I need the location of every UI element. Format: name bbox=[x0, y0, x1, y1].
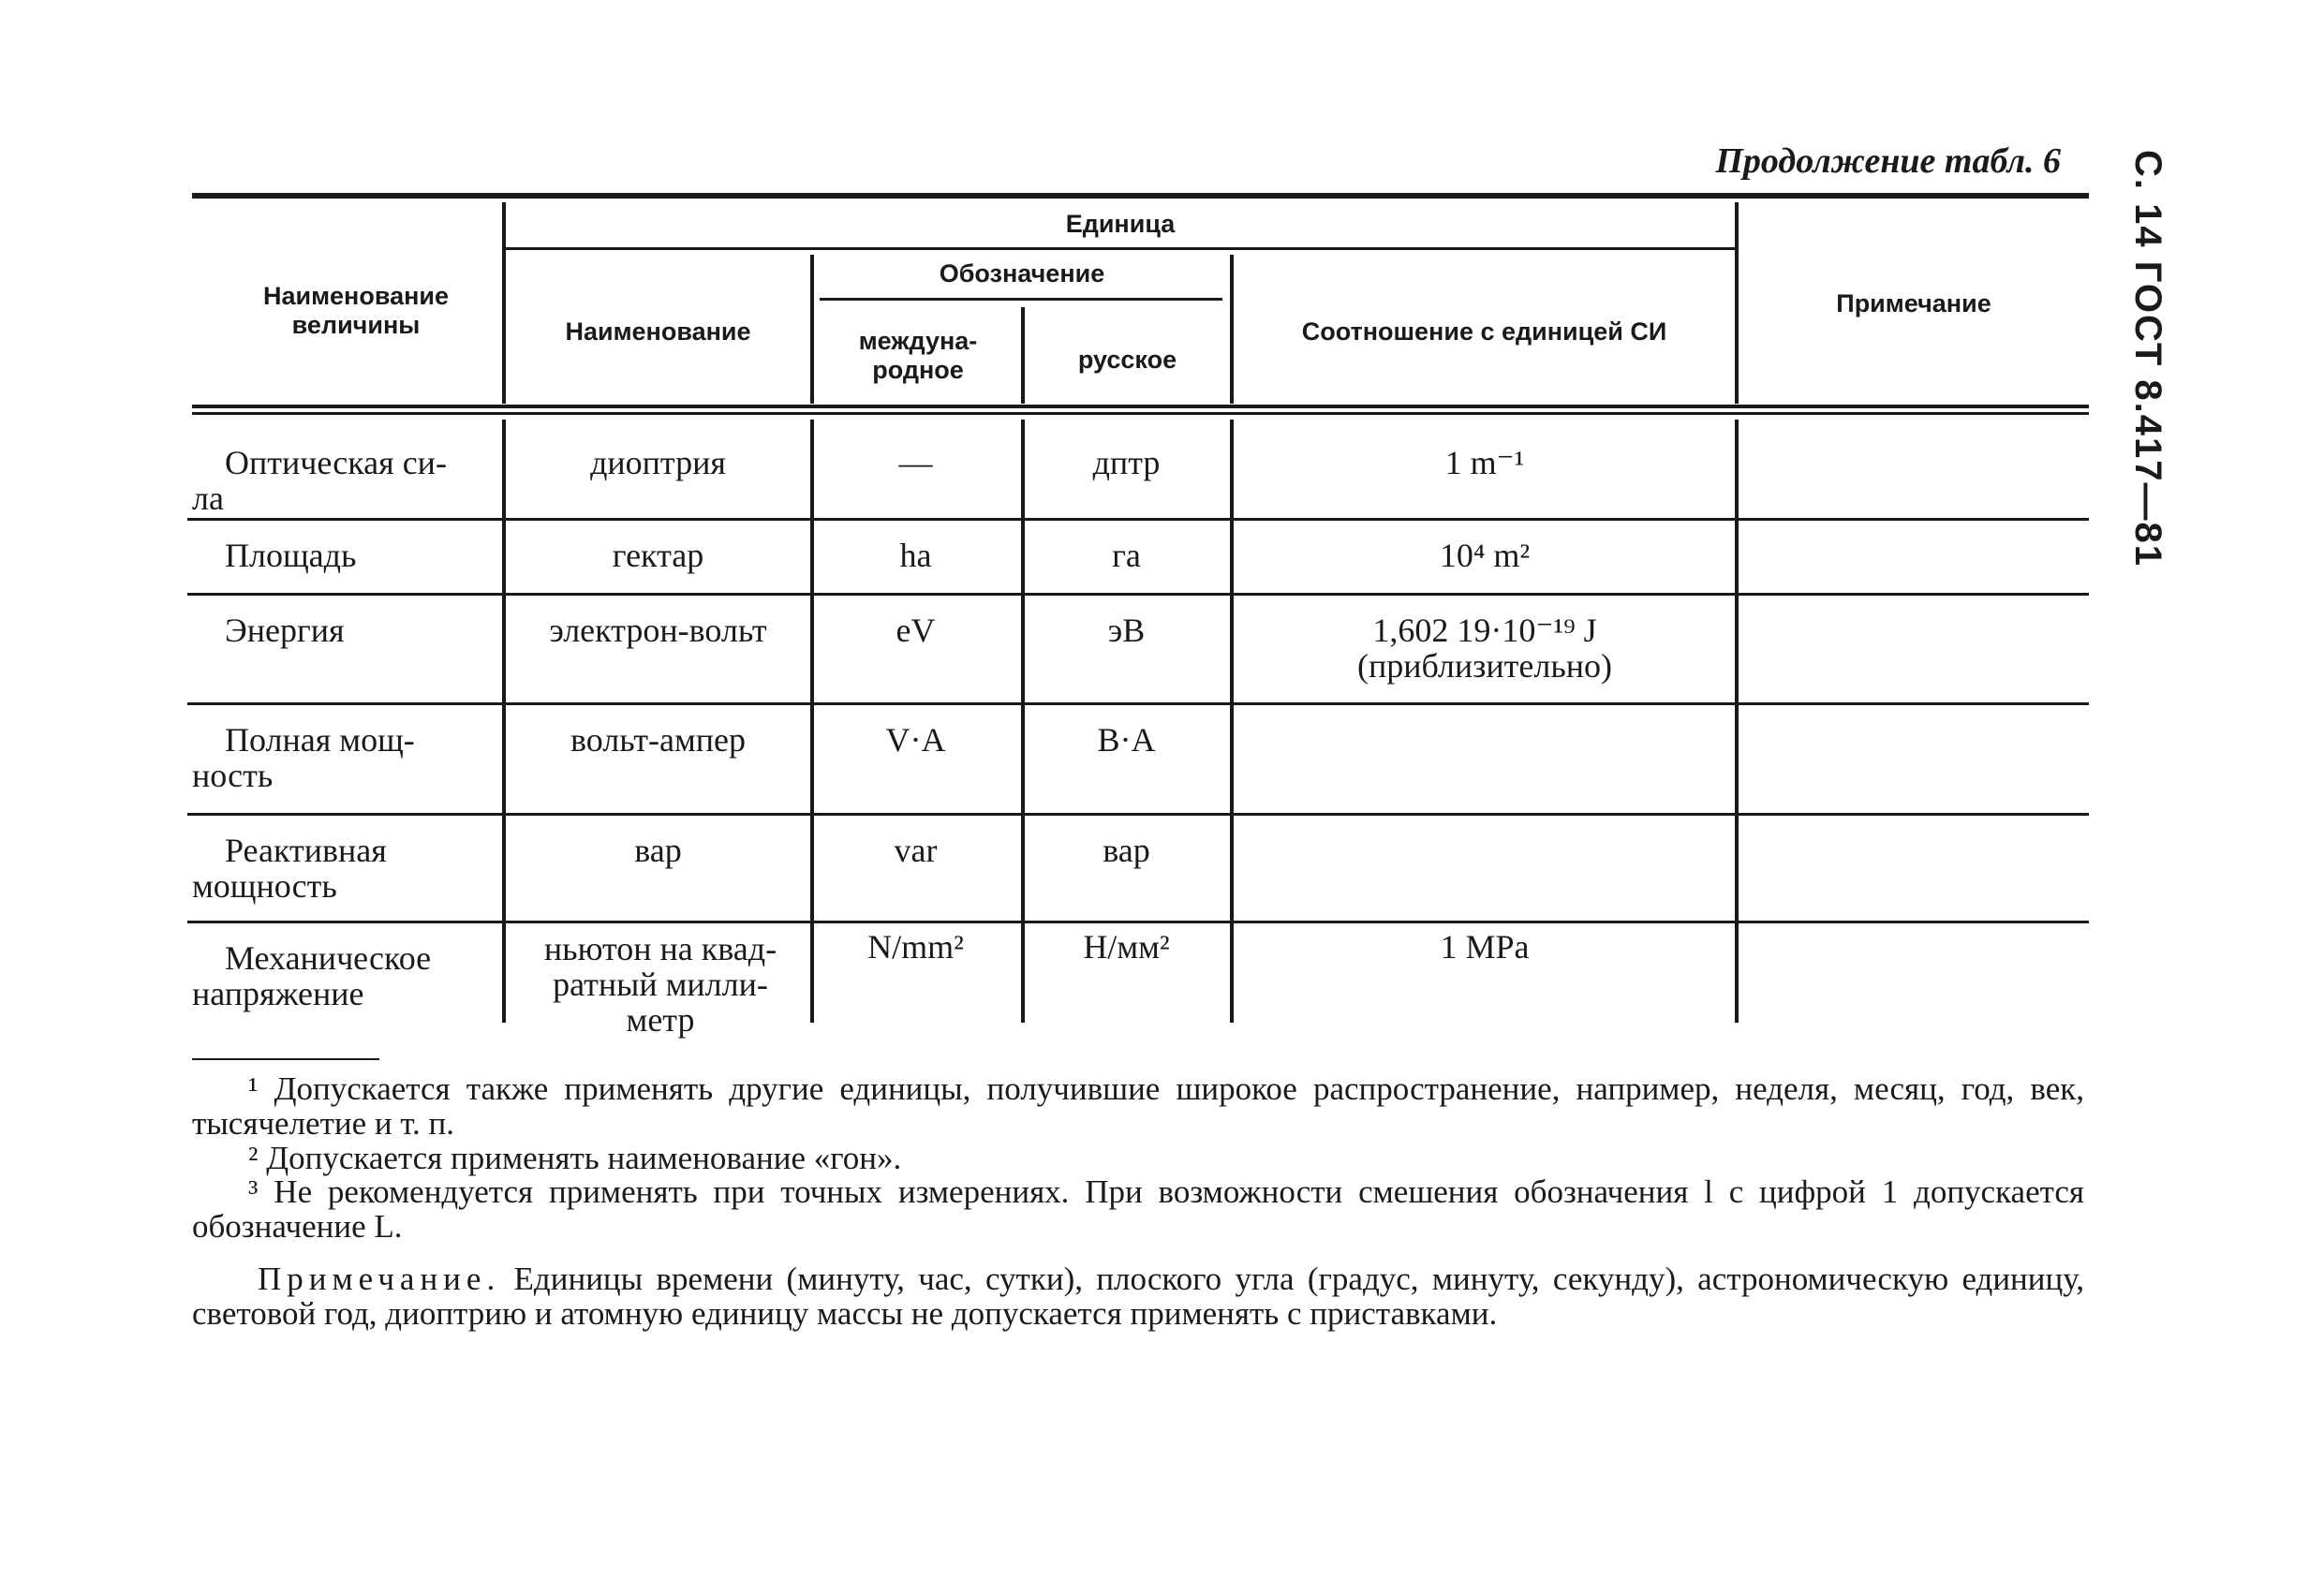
cell-si: 1 MPa bbox=[1440, 928, 1530, 966]
footnote-2: ² Допускается применять наименование «гон». bbox=[248, 1139, 902, 1176]
cell-unit-name: вар bbox=[634, 832, 682, 869]
table-vline bbox=[502, 420, 506, 1023]
document-code: С. 14 ГОСТ 8.417—81 bbox=[2127, 150, 2169, 568]
table-vline bbox=[1021, 420, 1025, 1023]
table-top-rule bbox=[192, 193, 2089, 199]
cell-quantity: Энергия bbox=[225, 612, 345, 649]
cell-quantity: Площадь bbox=[225, 537, 357, 574]
cell-intl: ha bbox=[899, 537, 932, 574]
cell-rus: Н/мм² bbox=[1083, 928, 1170, 966]
cell-si: 1,602 19·10⁻¹⁹ J (приблизительно) bbox=[1356, 612, 1612, 685]
cell-rus: В·А bbox=[1097, 721, 1156, 759]
note-text: Единицы времени (минуту, час, сутки), плоского угла (градус, минуту, секунду), астрономическую единицу, световой год, диоптрию и атомную единицу массы не допускается применять с приставками. bbox=[192, 1261, 2084, 1332]
footnote-1: ¹ Допускается также применять другие единицы, получившие широкое распространение, например, неделя, месяц, год, век, тысячелетие и т. п. bbox=[192, 1070, 2084, 1142]
row-separator bbox=[187, 518, 2089, 521]
header-unit-name: Наименование bbox=[565, 317, 751, 347]
cell-intl: — bbox=[898, 444, 933, 481]
header-unit: Единица bbox=[1065, 210, 1176, 239]
note-label: Примечание. bbox=[258, 1261, 501, 1297]
cell-rus: эВ bbox=[1107, 612, 1146, 649]
row-separator bbox=[187, 593, 2089, 596]
cell-unit-name: электрон-вольт bbox=[549, 612, 767, 649]
row-separator bbox=[187, 813, 2089, 816]
cell-si: 1 m⁻¹ bbox=[1444, 444, 1525, 481]
header-designation: Обозначение bbox=[939, 259, 1105, 288]
table-note bbox=[192, 1262, 2084, 1332]
header-quantity: Наименование величины bbox=[262, 281, 450, 339]
header-russian: русское bbox=[1077, 346, 1177, 375]
footnote-rule bbox=[192, 1058, 379, 1060]
header-double-rule bbox=[192, 412, 2089, 415]
table-vline bbox=[810, 420, 814, 1023]
header-note: Примечание bbox=[1836, 289, 1991, 318]
row-separator bbox=[187, 702, 2089, 705]
table-vline bbox=[1230, 420, 1234, 1023]
cell-rus: дптр bbox=[1092, 444, 1161, 481]
cell-intl: eV bbox=[896, 612, 936, 649]
cell-intl: N/mm² bbox=[867, 928, 964, 966]
cell-unit-name: ньютон на квад-ратный милли-метр bbox=[543, 930, 777, 1039]
footnotes bbox=[192, 1072, 2084, 1245]
cell-quantity: Механическое напряжение bbox=[192, 939, 432, 1012]
cell-rus: га bbox=[1112, 537, 1141, 574]
cell-intl: var bbox=[894, 832, 938, 869]
footnote-3: ³ Не рекомендуется применять при точных измерениях. При возможности смешения обозначения l с цифрой 1 допускается обозначение L. bbox=[192, 1173, 2084, 1245]
cell-si: 10⁴ m² bbox=[1439, 537, 1531, 574]
cell-quantity: Оптическая си-ла bbox=[192, 444, 447, 517]
header-line-designation bbox=[820, 298, 1222, 301]
header-international: междуна-родное bbox=[858, 326, 978, 384]
cell-rus: вар bbox=[1103, 832, 1150, 869]
cell-unit-name: гектар bbox=[612, 537, 704, 574]
row-separator bbox=[187, 921, 2089, 923]
table-vline bbox=[1735, 420, 1739, 1023]
cell-quantity: Реактивная мощность bbox=[192, 832, 387, 905]
cell-intl: V·A bbox=[885, 721, 946, 759]
header-si-relation: Соотношение с единицей СИ bbox=[1301, 317, 1667, 347]
header-double-rule bbox=[192, 405, 2089, 408]
header-line-unit bbox=[506, 247, 1735, 250]
cell-unit-name: диоптрия bbox=[590, 444, 726, 481]
continuation-caption: Продолжение табл. 6 bbox=[1715, 141, 2061, 181]
cell-quantity: Полная мощ-ность bbox=[192, 721, 415, 794]
cell-unit-name: вольт-ампер bbox=[570, 721, 746, 759]
